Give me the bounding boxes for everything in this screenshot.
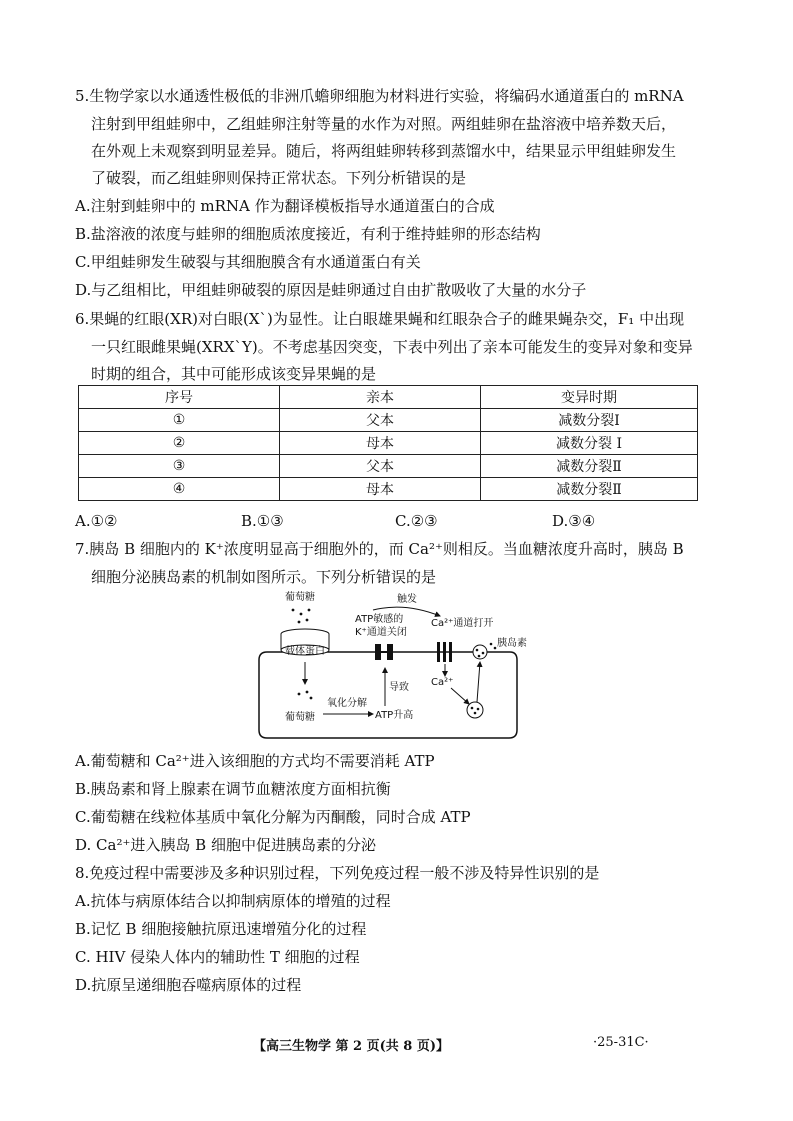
k-channel-label-2: K⁺通道关闭 — [355, 627, 407, 638]
insulin-label: 胰岛素 — [497, 638, 527, 649]
table-row — [79, 409, 698, 432]
paper-code: ·25-31C· — [593, 1035, 649, 1050]
table-cell: ③ — [79, 455, 280, 478]
q5-option-d[interactable]: D.与乙组相比，甲组蛙卵破裂的原因是蛙卵通过自由扩散吸收了大量的水分子 — [75, 281, 587, 299]
q6-option-a[interactable]: A.①② — [75, 512, 118, 530]
table-cell: 父本 — [280, 409, 481, 432]
q5-option-b[interactable]: B.盐溶液的浓度与蛙卵的细胞质浓度接近，有利于维持蛙卵的形态结构 — [75, 225, 541, 243]
ca-label: Ca²⁺ — [431, 677, 454, 688]
q8-option-a[interactable]: A.抗体与病原体结合以抑制病原体的增殖的过程 — [75, 892, 391, 910]
table-cell: ② — [79, 432, 280, 455]
table-cell: 减数分裂Ⅰ — [481, 409, 698, 432]
table-row — [79, 432, 698, 455]
cell-membrane — [259, 652, 517, 738]
table-header: 亲本 — [280, 386, 481, 409]
q7-stem-line-2: 细胞分泌胰岛素的机制如图所示。下列分析错误的是 — [91, 568, 437, 586]
q6-option-c[interactable]: C.②③ — [395, 512, 438, 530]
insulin-vesicle — [467, 702, 483, 718]
page-footer: 【高三生物学 第 2 页(共 8 页)】 — [253, 1039, 450, 1054]
trigger-label: 触发 — [397, 594, 417, 605]
table-cell: 减数分裂Ⅱ — [481, 455, 698, 478]
glucose-label-inner: 葡萄糖 — [285, 712, 315, 723]
q6-stem-line-1: 6.果蝇的红眼(XR)对白眼(X`)为显性。让白眼雄果蝇和红眼杂合子的雌果蝇杂交，F₁ 中出现 — [75, 310, 685, 328]
q7-stem-line-1: 7.胰岛 B 细胞内的 K⁺浓度明显高于细胞外的，而 Ca²⁺则相反。当血糖浓度升高时，胰岛 B — [75, 540, 684, 558]
causes-label: 导致 — [389, 682, 409, 693]
table-header: 序号 — [79, 386, 280, 409]
q6-stem-line-2: 一只红眼雌果蝇(XRX`Y)。不考虑基因突变，下表中列出了亲本可能发生的变异对象和变异 — [91, 338, 693, 356]
q6-option-d[interactable]: D.③④ — [552, 512, 596, 530]
variation-table — [78, 385, 698, 501]
k-channel-label-1: ATP敏感的 — [355, 614, 404, 625]
oxidation-label: 氧化分解 — [327, 698, 367, 709]
table-cell: ① — [79, 409, 280, 432]
table-cell: 母本 — [280, 432, 481, 455]
q8-option-c[interactable]: C. HIV 侵染人体内的辅助性 T 细胞的过程 — [75, 948, 360, 966]
q7-option-a[interactable]: A.葡萄糖和 Ca²⁺进入该细胞的方式均不需要消耗 ATP — [75, 752, 435, 770]
q5-option-a[interactable]: A.注射到蛙卵中的 mRNA 作为翻译模板指导水通道蛋白的合成 — [75, 197, 495, 215]
q6-option-b[interactable]: B.①③ — [241, 512, 284, 530]
insulin-secretion-diagram — [255, 590, 527, 740]
q8-option-b[interactable]: B.记忆 B 细胞接触抗原迅速增殖分化的过程 — [75, 920, 367, 938]
glucose-dots — [292, 609, 311, 624]
table-cell: 减数分裂Ⅱ — [481, 478, 698, 501]
table-row — [79, 478, 698, 501]
q5-stem-line-4: 了破裂，而乙组蛙卵则保持正常状态。下列分析错误的是 — [91, 169, 467, 187]
q5-option-c[interactable]: C.甲组蛙卵发生破裂与其细胞膜含有水通道蛋白有关 — [75, 253, 421, 271]
q7-option-d[interactable]: D. Ca²⁺进入胰岛 B 细胞中促进胰岛素的分泌 — [75, 836, 376, 854]
q5-stem-line-3: 在外观上未观察到明显差异。随后，将两组蛙卵转移到蒸馏水中，结果显示甲组蛙卵发生 — [91, 142, 677, 160]
atp-rise-label: ATP升高 — [375, 710, 414, 721]
k-channel — [375, 644, 381, 660]
table-header: 变异时期 — [481, 386, 698, 409]
table-cell: 父本 — [280, 455, 481, 478]
q5-stem-line-2: 注射到甲组蛙卵中，乙组蛙卵注射等量的水作为对照。两组蛙卵在盐溶液中培养数天后， — [91, 115, 677, 133]
ca-channel-label: Ca²⁺通道打开 — [431, 618, 494, 629]
table-cell: ④ — [79, 478, 280, 501]
glucose-label-top: 葡萄糖 — [285, 592, 315, 603]
table-row — [79, 455, 698, 478]
carrier-protein-label: 载体蛋白 — [285, 646, 325, 657]
q7-option-c[interactable]: C.葡萄糖在线粒体基质中氧化分解为丙酮酸，同时合成 ATP — [75, 808, 471, 826]
ca-channel — [437, 642, 440, 662]
q5-stem-line-1: 5.生物学家以水通透性极低的非洲爪蟾卵细胞为材料进行实验，将编码水通道蛋白的 mRNA — [75, 87, 684, 105]
table-cell: 母本 — [280, 478, 481, 501]
table-cell: 减数分裂 Ⅰ — [481, 432, 698, 455]
q7-option-b[interactable]: B.胰岛素和肾上腺素在调节血糖浓度方面相抗衡 — [75, 780, 391, 798]
q6-stem-line-3: 时期的组合，其中可能形成该变异果蝇的是 — [91, 365, 377, 383]
table-header-row — [79, 386, 698, 409]
q8-option-d[interactable]: D.抗原呈递细胞吞噬病原体的过程 — [75, 976, 302, 994]
q8-stem-line-1: 8.免疫过程中需要涉及多种识别过程，下列免疫过程一般不涉及特异性识别的是 — [75, 864, 600, 882]
